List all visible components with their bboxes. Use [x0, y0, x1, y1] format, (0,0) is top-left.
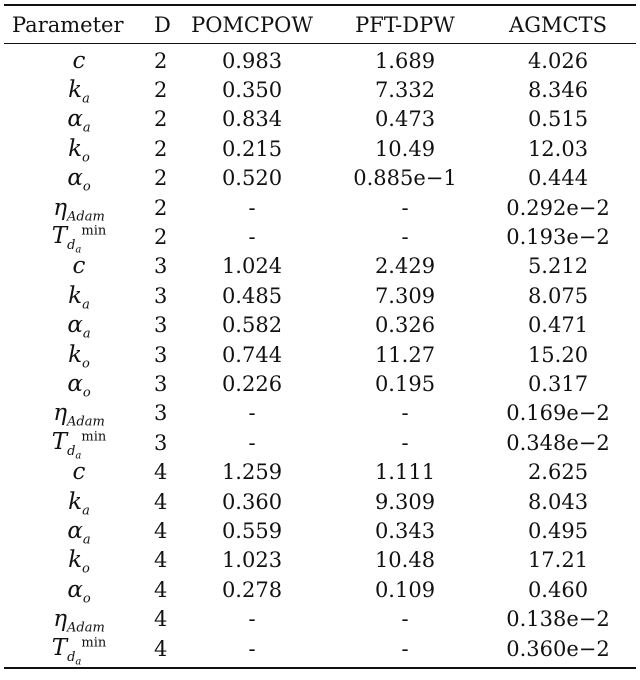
- pomcpow-cell: 0.360: [221, 489, 283, 514]
- param-cell: c: [72, 47, 86, 74]
- pomcpow-cell: 0.278: [221, 577, 283, 602]
- pomcpow-cell: 1.024: [221, 254, 283, 279]
- table-row: [4, 457, 636, 486]
- param-cell: $T_{d_a}^{min}$: [51, 634, 107, 668]
- pomcpow-cell: 0.215: [221, 136, 283, 161]
- param-cell: $\eta_{Adam}$: [53, 606, 105, 636]
- d-cell: 3: [154, 283, 168, 308]
- pomcpow-cell: 0.744: [221, 342, 283, 367]
- bottom-rule: [4, 667, 636, 669]
- param-cell: $k_o$: [68, 135, 90, 166]
- pomcpow-cell: 0.983: [221, 48, 283, 73]
- agmcts-cell: 0.348e−2: [506, 430, 610, 455]
- pomcpow-cell: 0.582: [221, 313, 283, 338]
- pftdpw-cell: 0.326: [374, 313, 436, 338]
- table-row: [4, 487, 636, 519]
- agmcts-cell: 8.346: [527, 78, 589, 103]
- d-cell: 4: [154, 548, 168, 573]
- pftdpw-cell: 10.48: [374, 548, 436, 573]
- table-row: [4, 75, 636, 107]
- agmcts-cell: 2.625: [527, 460, 589, 485]
- d-cell: 3: [154, 401, 168, 426]
- param-cell: $\alpha_a$: [67, 517, 91, 548]
- pftdpw-cell: -: [401, 225, 409, 250]
- table-row: [4, 575, 636, 607]
- pftdpw-cell: -: [401, 401, 409, 426]
- d-cell: 4: [154, 518, 168, 543]
- d-cell: 2: [154, 225, 168, 250]
- param-cell: $\alpha_o$: [67, 370, 91, 401]
- pftdpw-cell: 1.689: [374, 48, 436, 73]
- d-cell: 3: [154, 371, 168, 396]
- param-cell: $\eta_{Adam}$: [53, 400, 105, 430]
- agmcts-cell: 0.169e−2: [506, 401, 610, 426]
- pomcpow-cell: -: [248, 607, 256, 632]
- pftdpw-cell: -: [401, 430, 409, 455]
- agmcts-cell: 17.21: [527, 548, 589, 573]
- table-body: [4, 46, 636, 668]
- param-cell: $\alpha_a$: [67, 106, 91, 137]
- param-cell: $k_o$: [68, 547, 90, 577]
- table-row: [4, 134, 636, 166]
- d-cell: 2: [154, 78, 168, 103]
- pftdpw-cell: 1.111: [374, 460, 436, 485]
- pftdpw-cell: 2.429: [374, 254, 436, 279]
- param-cell: $k_o$: [68, 341, 90, 372]
- param-cell: c: [72, 459, 86, 486]
- header-pftdpw: PFT-DPW: [355, 12, 455, 37]
- d-cell: 4: [154, 489, 168, 514]
- pomcpow-cell: -: [248, 636, 256, 661]
- pomcpow-cell: 0.559: [221, 518, 283, 543]
- pomcpow-cell: -: [248, 225, 256, 250]
- agmcts-cell: 0.444: [527, 166, 589, 191]
- table-row: [4, 546, 636, 575]
- table-row: [4, 604, 636, 636]
- header-d: D: [154, 12, 171, 37]
- param-cell: $\alpha_o$: [67, 165, 91, 195]
- pftdpw-cell: 7.332: [374, 78, 436, 103]
- agmcts-cell: 8.075: [527, 283, 589, 308]
- agmcts-cell: 0.471: [527, 313, 589, 338]
- table-row: [4, 369, 636, 401]
- param-cell: $T_{d_a}^{min}$: [51, 223, 107, 256]
- header-parameter: Parameter: [12, 12, 124, 37]
- table-row: [4, 46, 636, 75]
- agmcts-cell: 0.193e−2: [506, 225, 610, 250]
- pomcpow-cell: 1.023: [221, 548, 283, 573]
- agmcts-cell: 15.20: [527, 342, 589, 367]
- table-row: [4, 311, 636, 340]
- header-agmcts: AGMCTS: [509, 12, 607, 37]
- d-cell: 2: [154, 107, 168, 132]
- table-row: [4, 340, 636, 372]
- d-cell: 4: [154, 607, 168, 632]
- pftdpw-cell: -: [401, 607, 409, 632]
- d-cell: 3: [154, 342, 168, 367]
- table-row: [4, 516, 636, 548]
- d-cell: 2: [154, 195, 168, 220]
- pomcpow-cell: -: [248, 401, 256, 426]
- pftdpw-cell: 9.309: [374, 489, 436, 514]
- pomcpow-cell: -: [248, 195, 256, 220]
- pomcpow-cell: -: [248, 430, 256, 455]
- table-row: [4, 428, 636, 462]
- param-cell: $\alpha_o$: [67, 576, 91, 607]
- agmcts-cell: 0.317: [527, 371, 589, 396]
- table-row: [4, 193, 636, 225]
- pomcpow-cell: 0.520: [221, 166, 283, 191]
- table-row: [4, 399, 636, 428]
- pftdpw-cell: 0.885e−1: [353, 166, 457, 191]
- header-pomcpow: POMCPOW: [191, 12, 313, 37]
- agmcts-cell: 0.495: [527, 518, 589, 543]
- pftdpw-cell: -: [401, 195, 409, 220]
- header-rule: [4, 43, 636, 44]
- pftdpw-cell: 0.195: [374, 371, 436, 396]
- d-cell: 2: [154, 136, 168, 161]
- agmcts-cell: 12.03: [527, 136, 589, 161]
- table-row: [4, 164, 636, 193]
- table-row: [4, 105, 636, 137]
- d-cell: 3: [154, 254, 168, 279]
- parameter-table: [4, 4, 636, 669]
- param-cell: c: [72, 253, 86, 280]
- pftdpw-cell: 7.309: [374, 283, 436, 308]
- d-cell: 4: [154, 460, 168, 485]
- pftdpw-cell: 10.49: [374, 136, 436, 161]
- agmcts-cell: 8.043: [527, 489, 589, 514]
- d-cell: 3: [154, 430, 168, 455]
- pftdpw-cell: 11.27: [374, 342, 436, 367]
- pftdpw-cell: 0.343: [374, 518, 436, 543]
- d-cell: 2: [154, 166, 168, 191]
- agmcts-cell: 0.138e−2: [506, 607, 610, 632]
- d-cell: 4: [154, 577, 168, 602]
- param-cell: $k_a$: [68, 488, 90, 519]
- agmcts-cell: 0.460: [527, 577, 589, 602]
- pomcpow-cell: 1.259: [221, 460, 283, 485]
- pftdpw-cell: 0.473: [374, 107, 436, 132]
- pomcpow-cell: 0.226: [221, 371, 283, 396]
- agmcts-cell: 5.212: [527, 254, 589, 279]
- pomcpow-cell: 0.350: [221, 78, 283, 103]
- pomcpow-cell: 0.834: [221, 107, 283, 132]
- table-row: [4, 281, 636, 313]
- agmcts-cell: 0.515: [527, 107, 589, 132]
- table-header-row: [4, 6, 636, 43]
- param-cell: $T_{d_a}^{min}$: [51, 429, 107, 462]
- agmcts-cell: 0.292e−2: [506, 195, 610, 220]
- pftdpw-cell: 0.109: [374, 577, 436, 602]
- param-cell: $k_a$: [68, 77, 90, 107]
- table-row: [4, 222, 636, 256]
- pftdpw-cell: -: [401, 636, 409, 661]
- d-cell: 4: [154, 636, 168, 661]
- pomcpow-cell: 0.485: [221, 283, 283, 308]
- agmcts-cell: 4.026: [527, 48, 589, 73]
- param-cell: $\eta_{Adam}$: [53, 194, 105, 225]
- d-cell: 2: [154, 48, 168, 73]
- param-cell: $k_a$: [68, 282, 90, 313]
- d-cell: 3: [154, 313, 168, 338]
- agmcts-cell: 0.360e−2: [506, 636, 610, 661]
- table-row: [4, 252, 636, 281]
- param-cell: $\alpha_a$: [67, 312, 91, 342]
- table-row: [4, 634, 636, 668]
